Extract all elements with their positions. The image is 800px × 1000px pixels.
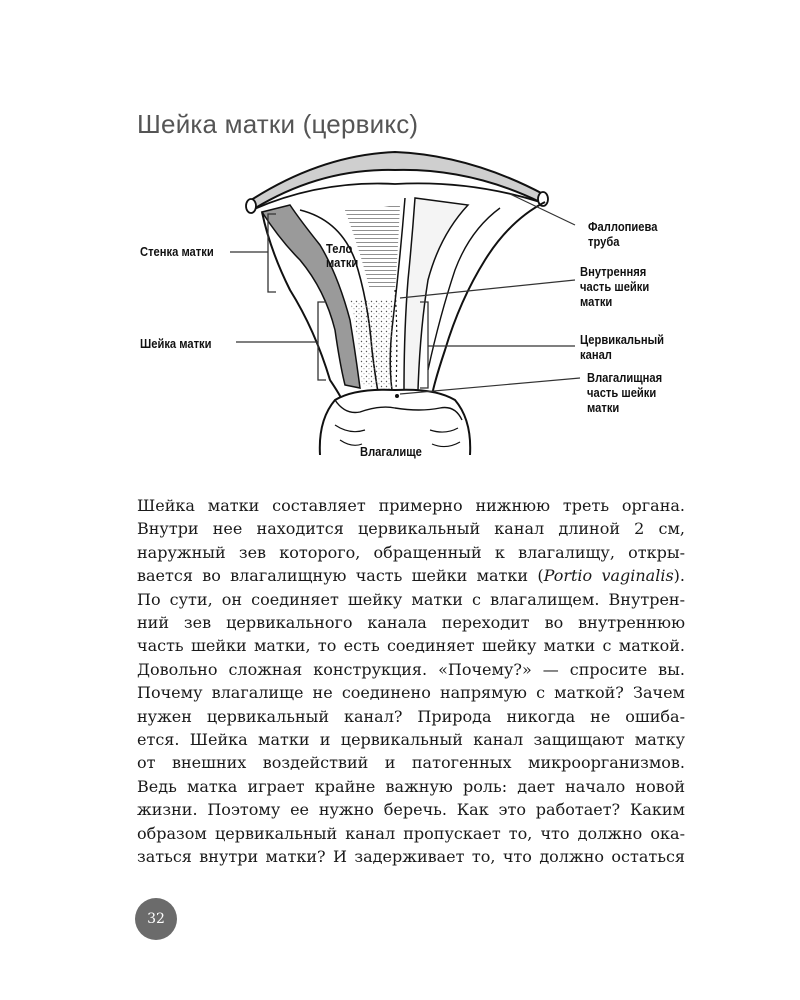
fundus-band bbox=[248, 152, 545, 210]
text-line: от внешних воздействий и патогенных микроорганизмов. bbox=[137, 753, 685, 773]
uterus-wall-left bbox=[262, 205, 360, 388]
page-number-badge bbox=[135, 898, 177, 940]
text-line: Довольно сложная конструкция. «Почему?» — спросите вы. bbox=[137, 659, 685, 679]
text-line: заться внутри матки? И задерживает то, что должно остаться bbox=[137, 847, 685, 867]
label-uterus-body: Тело матки bbox=[326, 241, 359, 270]
bracket-cervix bbox=[318, 302, 326, 380]
text-line: Шейка матки составляет примерно нижнюю треть органа. bbox=[137, 496, 685, 515]
label-cervix: Шейка матки bbox=[140, 336, 212, 351]
text-line: часть шейки матки, то есть соединяет шейку матки с маткой. bbox=[137, 636, 685, 656]
text-line: ется. Шейка матки и цервикальный канал защищают матку bbox=[137, 730, 685, 750]
text-line: ний зев цервикального канала переходит во внутреннюю bbox=[137, 613, 685, 633]
label-vaginal-cervix: Влагалищная часть шейки матки bbox=[587, 370, 663, 415]
uterus-diagram bbox=[0, 150, 800, 470]
section-title: Шейка матки (цервикс) bbox=[137, 109, 419, 139]
body-paragraph bbox=[137, 494, 685, 869]
label-vagina: Влагалище bbox=[360, 444, 422, 459]
latin-term: Portio vaginalis bbox=[543, 566, 674, 586]
label-cervical-canal: Цервикальный канал bbox=[580, 332, 665, 362]
label-uterus-wall: Стенка матки bbox=[140, 244, 214, 259]
text-line: жизни. Поэтому ее нужно беречь. Как это работает? Каким bbox=[137, 800, 685, 820]
text-line: вается во влагалищную часть шейки матки (Portio vaginalis). bbox=[137, 566, 685, 586]
text-line: образом цервикальный канал пропускает то, что должно ока- bbox=[137, 823, 685, 843]
text-line: наружный зев которого, обращенный к влагалищу, откры- bbox=[137, 542, 685, 562]
text-line: Ведь матка играет крайне важную роль: дает начало новой bbox=[137, 776, 685, 796]
label-fallopian-tube: Фаллопиева труба bbox=[588, 219, 658, 249]
label-internal-cervix: Внутренняя часть шейки матки bbox=[580, 264, 650, 309]
text-line: нужен цервикальный канал? Природа никогда не ошиба- bbox=[137, 706, 685, 726]
page-number: 32 bbox=[147, 911, 165, 927]
text-line: Почему влагалище не соединено напрямую с маткой? Зачем bbox=[137, 683, 685, 703]
text-line: Внутри нее находится цервикальный канал длиной 2 см, bbox=[137, 519, 685, 539]
uterus-illustration bbox=[0, 150, 800, 470]
text-line: По сути, он соединяет шейку матки с влагалищем. Внутрен- bbox=[137, 589, 685, 609]
